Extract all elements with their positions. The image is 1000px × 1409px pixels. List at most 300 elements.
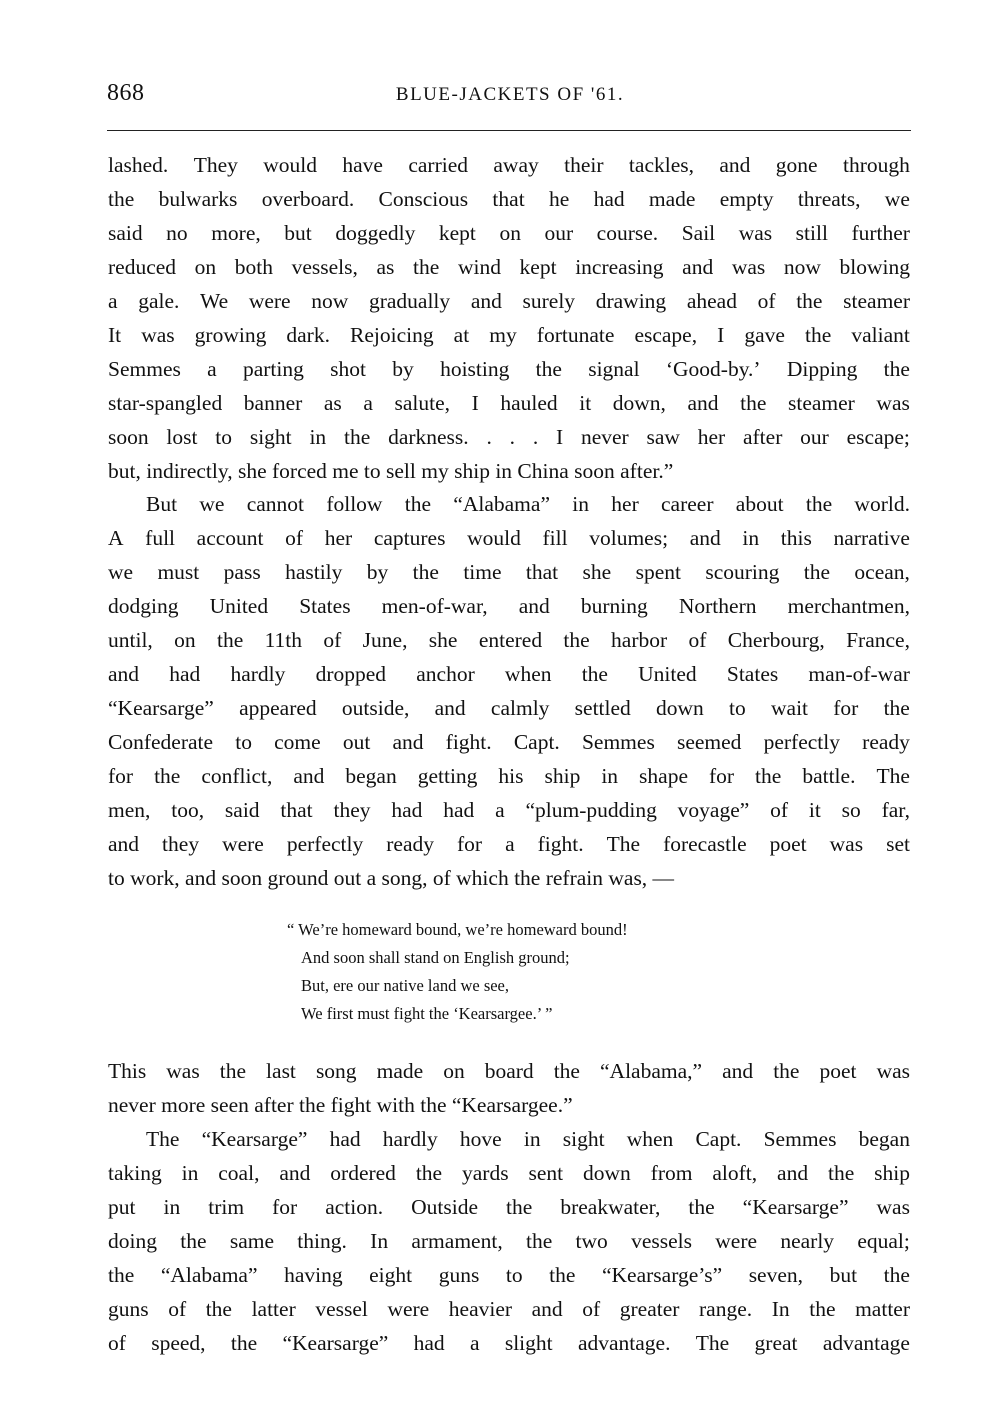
word: must <box>157 560 200 584</box>
word: darkness. <box>388 425 469 449</box>
word: the <box>796 289 823 313</box>
text-line <box>108 1156 910 1190</box>
word: and <box>689 526 721 550</box>
word: were <box>222 832 264 856</box>
text-line <box>146 1122 910 1156</box>
word: doggedly <box>335 221 416 245</box>
word: that <box>492 187 525 211</box>
text-line <box>108 182 910 216</box>
word: after <box>742 425 783 449</box>
word: shape <box>639 764 688 788</box>
word: began <box>858 1127 910 1151</box>
word: the <box>883 357 910 381</box>
word: armament, <box>411 1229 503 1253</box>
word: more, <box>211 221 261 245</box>
word: gale. <box>138 289 180 313</box>
word: on <box>174 628 196 652</box>
word: my <box>489 323 517 347</box>
word: The <box>146 1127 180 1151</box>
word: to <box>235 730 252 754</box>
word: hoisting <box>440 357 510 381</box>
word: kept <box>438 221 476 245</box>
word: overboard. <box>261 187 355 211</box>
word: signal <box>588 357 640 381</box>
word: further <box>851 221 910 245</box>
word: “Kearsarge” <box>742 1195 849 1219</box>
word: come <box>274 730 321 754</box>
word: “plum-pudding <box>525 798 657 822</box>
word: the <box>827 1161 855 1185</box>
word: it <box>579 391 592 415</box>
word: had <box>169 662 201 686</box>
word: eight <box>369 1263 413 1287</box>
word: on <box>194 255 217 279</box>
word: for <box>272 1195 298 1219</box>
word: was <box>141 323 175 347</box>
word: said <box>108 221 143 245</box>
word: as <box>376 255 395 279</box>
word: In <box>370 1229 389 1253</box>
word: pass <box>223 560 261 584</box>
word: escape; <box>846 425 910 449</box>
word: advantage. <box>577 1331 671 1355</box>
word: outside, <box>341 696 410 720</box>
word: was <box>876 1195 910 1219</box>
word: our <box>544 221 574 245</box>
text-line <box>108 1292 910 1326</box>
word: began <box>345 764 397 788</box>
word: The <box>876 764 910 788</box>
word: sent <box>528 1161 564 1185</box>
word: at <box>453 323 470 347</box>
word: would <box>467 526 521 550</box>
word: made <box>648 187 696 211</box>
word: the <box>506 1195 533 1219</box>
word: matter <box>855 1297 910 1321</box>
word: kept <box>519 255 557 279</box>
word: we <box>884 187 910 211</box>
word: perfectly <box>286 832 364 856</box>
word: conflict, <box>201 764 273 788</box>
word: “Alabama” <box>160 1263 258 1287</box>
word: the <box>809 1297 836 1321</box>
word: and <box>279 1161 311 1185</box>
word: the <box>180 1229 207 1253</box>
word: valiant <box>851 323 910 347</box>
word: until, <box>108 628 153 652</box>
word: the <box>412 560 439 584</box>
word: bulwarks <box>158 187 238 211</box>
word: of <box>688 628 707 652</box>
word: They <box>193 153 238 177</box>
word: said <box>224 798 260 822</box>
word: Rejoicing <box>350 323 434 347</box>
text-line <box>108 1224 910 1258</box>
word: seven, <box>748 1263 804 1287</box>
word: perfectly <box>763 730 840 754</box>
word: had <box>391 798 423 822</box>
text-line: to work, and soon ground out a song, of which the refrain was, — <box>108 866 675 890</box>
word: they <box>333 798 371 822</box>
word: This <box>108 1059 147 1083</box>
word: the <box>688 1195 715 1219</box>
text-line <box>108 793 910 827</box>
word: threats, <box>797 187 861 211</box>
word: I <box>717 323 725 347</box>
text-line <box>108 555 910 589</box>
word: the <box>883 1263 910 1287</box>
word: greater <box>619 1297 680 1321</box>
text-line <box>108 827 910 861</box>
word: and <box>687 391 719 415</box>
text-line <box>108 1326 910 1360</box>
text-line <box>108 284 910 318</box>
word: our <box>800 425 829 449</box>
word: fight. <box>537 832 584 856</box>
word: heavier <box>448 1297 513 1321</box>
word: was <box>731 255 766 279</box>
word: ready <box>386 832 435 856</box>
word: coal, <box>218 1161 260 1185</box>
word: slight <box>504 1331 553 1355</box>
word: in <box>309 425 327 449</box>
word: carried <box>408 153 469 177</box>
word: Northern <box>678 594 757 618</box>
word: anchor <box>416 662 475 686</box>
word: tackles, <box>628 153 694 177</box>
text-line <box>108 1258 910 1292</box>
word: her <box>324 526 353 550</box>
word: made <box>376 1059 424 1083</box>
word: the <box>740 391 767 415</box>
word: Outside <box>411 1195 479 1219</box>
word: the <box>404 492 432 516</box>
word: In <box>771 1297 790 1321</box>
word: salute, <box>394 391 451 415</box>
word: a <box>207 357 217 381</box>
word: the <box>219 1059 247 1083</box>
word: Confederate <box>108 730 214 754</box>
word: that <box>525 560 559 584</box>
word: ahead <box>686 289 737 313</box>
word: of <box>108 1331 126 1355</box>
word: “Kearsarge” <box>282 1331 389 1355</box>
word: was <box>829 832 864 856</box>
word: States <box>726 662 779 686</box>
word: and <box>108 832 140 856</box>
word: June, <box>362 628 408 652</box>
word: both <box>234 255 273 279</box>
word: to <box>505 1263 523 1287</box>
word: The <box>606 832 641 856</box>
word: poet <box>819 1059 857 1083</box>
word: nearly <box>780 1229 835 1253</box>
word: ordered <box>330 1161 396 1185</box>
word: to <box>729 696 746 720</box>
word: hardly <box>382 1127 438 1151</box>
word: the <box>413 255 440 279</box>
word: in <box>523 1127 541 1151</box>
word: ‘Good-by.’ <box>665 357 761 381</box>
poem-line: But, ere our native land we see, <box>301 976 510 995</box>
word: United <box>638 662 697 686</box>
word: course. <box>596 221 659 245</box>
word: dodging <box>108 594 179 618</box>
word: on <box>499 221 521 245</box>
word: but <box>284 221 312 245</box>
word: . <box>532 425 539 449</box>
word: doing <box>108 1229 157 1253</box>
word: a <box>469 1331 480 1355</box>
word: the <box>883 696 910 720</box>
word: a <box>363 391 373 415</box>
word: too, <box>171 798 205 822</box>
word: . <box>509 425 516 449</box>
word: follow <box>326 492 383 516</box>
word: of <box>168 1297 187 1321</box>
word: surely <box>522 289 576 313</box>
word: never <box>580 425 629 449</box>
word: “Kearsarge’s” <box>601 1263 723 1287</box>
word: on <box>443 1059 465 1083</box>
word: the <box>525 1229 553 1253</box>
word: the <box>549 1263 576 1287</box>
text-line <box>108 657 910 691</box>
word: hardly <box>230 662 286 686</box>
word: that <box>280 798 313 822</box>
word: had <box>443 798 475 822</box>
page-number: 868 <box>107 80 145 106</box>
poem-line: “ We’re homeward bound, we’re homeward bound! <box>287 920 628 939</box>
word: were <box>387 1297 430 1321</box>
word: action. <box>325 1195 384 1219</box>
word: last <box>266 1059 296 1083</box>
word: latter <box>251 1297 296 1321</box>
word: entered <box>478 628 543 652</box>
word: as <box>323 391 342 415</box>
word: range. <box>699 1297 753 1321</box>
word: ship <box>544 764 581 788</box>
word: when <box>626 1127 674 1151</box>
word: narrative <box>833 526 910 550</box>
word: poet <box>769 832 807 856</box>
word: full <box>145 526 176 550</box>
word: down, <box>612 391 666 415</box>
word: but <box>829 1263 858 1287</box>
word: gone <box>775 153 818 177</box>
word: the <box>805 323 832 347</box>
word: scouring <box>705 560 780 584</box>
word: men, <box>108 798 151 822</box>
word: Semmes <box>108 357 181 381</box>
word: fight. <box>445 730 492 754</box>
word: so <box>841 798 861 822</box>
word: I <box>471 391 479 415</box>
word: we <box>199 492 225 516</box>
word: gradually <box>368 289 451 313</box>
word: hauled <box>500 391 558 415</box>
word: Semmes <box>581 730 655 754</box>
word: it <box>808 798 821 822</box>
word: banner <box>243 391 303 415</box>
word: of <box>757 289 776 313</box>
text-line <box>108 691 910 725</box>
word: Capt. <box>513 730 560 754</box>
word: song <box>315 1059 357 1083</box>
word: and <box>434 696 466 720</box>
word: we <box>108 560 134 584</box>
word: getting <box>417 764 478 788</box>
word: time <box>463 560 502 584</box>
word: dropped <box>315 662 387 686</box>
word: steamer <box>787 391 855 415</box>
text-line <box>108 420 910 454</box>
word: were <box>715 1229 758 1253</box>
word: for <box>708 764 735 788</box>
word: was <box>876 1059 910 1083</box>
word: the <box>535 357 562 381</box>
word: the <box>581 662 608 686</box>
word: career <box>661 492 714 516</box>
word: increasing <box>575 255 664 279</box>
word: sight <box>249 425 292 449</box>
word: But <box>146 492 178 516</box>
word: vessels, <box>291 255 358 279</box>
text-line <box>108 352 910 386</box>
word: they <box>162 832 200 856</box>
word: set <box>886 832 910 856</box>
word: drawing <box>595 289 667 313</box>
word: . <box>486 425 492 449</box>
word: sight <box>562 1127 605 1151</box>
word: in <box>601 764 619 788</box>
word: growing <box>194 323 267 347</box>
running-title: BLUE-JACKETS OF '61. <box>395 84 625 105</box>
word: through <box>842 153 910 177</box>
word: voyage” <box>677 798 750 822</box>
word: soon <box>108 425 149 449</box>
word: “Alabama” <box>453 492 550 516</box>
word: and <box>108 662 140 686</box>
word: forecastle <box>663 832 747 856</box>
word: and <box>470 289 502 313</box>
word: burning <box>580 594 648 618</box>
word: It <box>108 323 122 347</box>
word: of <box>770 798 789 822</box>
text-line <box>108 1190 910 1224</box>
word: in <box>572 492 589 516</box>
word: the <box>805 492 833 516</box>
word: volumes; <box>589 526 669 550</box>
word: vessels <box>631 1229 692 1253</box>
word: guns <box>438 1263 480 1287</box>
word: out <box>342 730 371 754</box>
word: she <box>582 560 612 584</box>
word: guns <box>108 1297 149 1321</box>
word: captures <box>373 526 446 550</box>
word: wind <box>457 255 501 279</box>
word: of <box>323 628 342 652</box>
text-line <box>108 623 910 657</box>
word: harbor <box>611 628 668 652</box>
word: and <box>531 1297 563 1321</box>
word: having <box>284 1263 343 1287</box>
text-line <box>108 386 910 420</box>
word: the <box>154 764 181 788</box>
word: cannot <box>246 492 305 516</box>
word: parting <box>242 357 304 381</box>
word: vessel <box>315 1297 368 1321</box>
word: taking <box>108 1161 162 1185</box>
word: down <box>656 696 704 720</box>
word: was <box>876 391 910 415</box>
word: 11th <box>264 628 303 652</box>
word: We <box>200 289 229 313</box>
word: “Kearsarge” <box>201 1127 308 1151</box>
word: hove <box>459 1127 502 1151</box>
word: was <box>166 1059 200 1083</box>
word: trim <box>208 1195 245 1219</box>
word: the <box>230 1331 258 1355</box>
text-line <box>108 1054 910 1088</box>
word: Conscious <box>378 187 469 211</box>
word: Dipping <box>786 357 858 381</box>
word: star-spangled <box>108 391 223 415</box>
word: and <box>722 1059 754 1083</box>
word: in <box>163 1195 181 1219</box>
text-line: never more seen after the fight with the “Kearsargee.” <box>108 1093 573 1117</box>
word: blowing <box>839 255 910 279</box>
word: hastily <box>285 560 343 584</box>
word: The <box>695 1331 730 1355</box>
word: lashed. <box>108 153 169 177</box>
word: merchantmen, <box>787 594 910 618</box>
word: two <box>575 1229 608 1253</box>
word: equal; <box>857 1229 910 1253</box>
word: “Kearsarge” <box>108 696 214 720</box>
word: a <box>495 798 505 822</box>
poem-line: And soon shall stand on English ground; <box>301 948 570 967</box>
text-line <box>108 216 910 250</box>
word: the <box>755 764 782 788</box>
word: appeared <box>239 696 317 720</box>
text-line <box>108 318 910 352</box>
word: in <box>742 526 760 550</box>
word: from <box>650 1161 693 1185</box>
word: calmly <box>490 696 550 720</box>
word: a <box>108 289 118 313</box>
word: had <box>413 1331 445 1355</box>
word: a <box>505 832 515 856</box>
word: the <box>205 1297 232 1321</box>
header-rule <box>107 130 911 131</box>
word: have <box>342 153 383 177</box>
text-line <box>146 487 910 521</box>
word: ship <box>874 1161 910 1185</box>
word: now <box>783 255 821 279</box>
word: and <box>518 594 550 618</box>
text-line <box>108 250 910 284</box>
word: of <box>285 526 304 550</box>
word: for <box>108 764 134 788</box>
text-line <box>108 759 910 793</box>
text-line <box>108 521 910 555</box>
word: I <box>555 425 564 449</box>
word: the <box>108 1263 135 1287</box>
word: battle. <box>802 764 856 788</box>
word: advantage <box>822 1331 910 1355</box>
word: yards <box>462 1161 509 1185</box>
